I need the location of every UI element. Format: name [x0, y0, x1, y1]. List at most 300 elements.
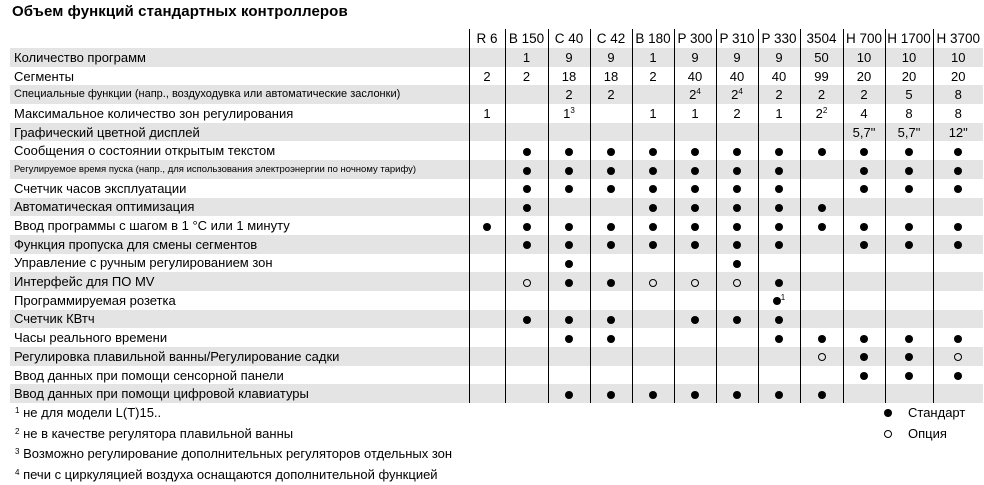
- table-cell: [933, 85, 983, 104]
- open-circle-icon: [818, 353, 826, 361]
- table-cell: [800, 366, 843, 385]
- table-cell: [590, 216, 632, 235]
- table-cell: [758, 67, 800, 86]
- filled-dot-icon: [775, 223, 783, 231]
- table-cell: [885, 310, 933, 329]
- table-row: [10, 384, 983, 403]
- table-row: [10, 179, 983, 198]
- table-cell: [548, 254, 590, 273]
- row-label: Интерфейс для ПО MV: [10, 272, 469, 291]
- table-cell: [758, 235, 800, 254]
- table-row: [10, 67, 983, 86]
- table-cell: [632, 366, 674, 385]
- filled-dot-icon: [775, 391, 783, 399]
- filled-dot-icon: [691, 185, 699, 193]
- cell-value: 10: [902, 50, 916, 65]
- table-row: [10, 104, 983, 123]
- table-cell: [632, 160, 674, 179]
- table-cell: [758, 198, 800, 217]
- table-cell: [758, 254, 800, 273]
- footnote-ref: 4: [696, 87, 700, 96]
- cell-value: 1: [483, 106, 490, 121]
- table-cell: [505, 347, 548, 366]
- table-cell: [505, 254, 548, 273]
- table-cell: [469, 347, 505, 366]
- cell-value: 2: [607, 87, 614, 102]
- table-cell: [933, 141, 983, 160]
- row-label: Регулировка плавильной ванны/Регулирование садки: [10, 347, 469, 366]
- table-cell: [758, 291, 800, 310]
- footnote-ref: 2: [823, 106, 827, 115]
- table-cell: [590, 104, 632, 123]
- cell-value: 40: [730, 69, 744, 84]
- filled-dot-icon: [733, 260, 741, 268]
- table-cell: [674, 384, 716, 403]
- header-row: [10, 29, 983, 48]
- table-cell: [885, 254, 933, 273]
- open-circle-icon: [523, 279, 531, 287]
- table-cell: [800, 67, 843, 86]
- column-header: H 3700: [933, 29, 983, 48]
- table-cell: [674, 198, 716, 217]
- table-cell: [548, 141, 590, 160]
- filled-dot-icon: [733, 316, 741, 324]
- filled-dot-icon: [649, 391, 657, 399]
- table-cell: [716, 123, 758, 142]
- filled-dot-icon: [860, 148, 868, 156]
- filled-dot-icon: [523, 148, 531, 156]
- table-cell: [469, 179, 505, 198]
- table-cell: [590, 272, 632, 291]
- legend: [880, 403, 965, 444]
- filled-dot-icon: [860, 353, 868, 361]
- footnote-number: 4: [15, 468, 19, 477]
- table-cell: [674, 366, 716, 385]
- table-row: [10, 48, 983, 67]
- open-circle-icon: [691, 279, 699, 287]
- filled-dot-icon: [607, 335, 615, 343]
- table-cell: [632, 67, 674, 86]
- cell-value: 2: [483, 69, 490, 84]
- table-row: [10, 328, 983, 347]
- cell-value: 12": [949, 125, 968, 140]
- table-cell: [800, 104, 843, 123]
- table-cell: [716, 347, 758, 366]
- cell-value: 1: [523, 50, 530, 65]
- table-cell: [548, 216, 590, 235]
- table-cell: [548, 160, 590, 179]
- table-cell: [674, 179, 716, 198]
- table-cell: [632, 291, 674, 310]
- table-cell: [716, 328, 758, 347]
- table-row: [10, 198, 983, 217]
- table-cell: [885, 179, 933, 198]
- table-cell: [843, 216, 885, 235]
- table-cell: [469, 328, 505, 347]
- table-cell: [505, 141, 548, 160]
- table-cell: [843, 347, 885, 366]
- filled-dot-icon: [954, 148, 962, 156]
- filled-dot-icon: [565, 241, 573, 249]
- table-cell: [632, 141, 674, 160]
- filled-dot-icon: [607, 223, 615, 231]
- table-cell: [469, 123, 505, 142]
- table-cell: [843, 67, 885, 86]
- table-row: [10, 291, 983, 310]
- footnote: [15, 444, 452, 465]
- table-cell: [505, 198, 548, 217]
- table-cell: [632, 254, 674, 273]
- table-cell: [674, 310, 716, 329]
- table-cell: [933, 67, 983, 86]
- table-cell: [933, 104, 983, 123]
- column-header: C 42: [590, 29, 632, 48]
- table-cell: [800, 254, 843, 273]
- table-cell: [716, 104, 758, 123]
- table-cell: [843, 310, 885, 329]
- filled-dot-icon: [884, 409, 892, 417]
- table-cell: [800, 384, 843, 403]
- filled-dot-icon: [905, 223, 913, 231]
- table-cell: [548, 347, 590, 366]
- table-cell: [885, 67, 933, 86]
- filled-dot-icon: [565, 185, 573, 193]
- table-cell: [590, 235, 632, 254]
- column-header: P 330: [758, 29, 800, 48]
- cell-value: 2: [860, 87, 867, 102]
- table-cell: [843, 85, 885, 104]
- cell-value: 2: [775, 87, 782, 102]
- table-cell: [590, 141, 632, 160]
- table-cell: [632, 347, 674, 366]
- table-cell: [674, 160, 716, 179]
- cell-value: 40: [772, 69, 786, 84]
- table-cell: [505, 235, 548, 254]
- cell-value: 10: [857, 50, 871, 65]
- footnote-ref: 1: [781, 293, 785, 302]
- table-cell: [632, 384, 674, 403]
- row-label: Часы реального времени: [10, 328, 469, 347]
- footnote: [15, 465, 452, 485]
- cell-value: 40: [688, 69, 702, 84]
- table-cell: [548, 366, 590, 385]
- table-cell: [800, 48, 843, 67]
- table-cell: [469, 384, 505, 403]
- table-row: [10, 160, 983, 179]
- table-cell: [632, 104, 674, 123]
- column-header: B 180: [632, 29, 674, 48]
- table-cell: [590, 123, 632, 142]
- table-cell: [590, 347, 632, 366]
- table-cell: [548, 123, 590, 142]
- table-cell: [885, 141, 933, 160]
- table-cell: [843, 384, 885, 403]
- column-header: H 1700: [885, 29, 933, 48]
- filled-dot-icon: [775, 167, 783, 175]
- column-header: P 300: [674, 29, 716, 48]
- row-label: Сегменты: [10, 67, 469, 86]
- filled-dot-icon: [523, 241, 531, 249]
- table-cell: [674, 328, 716, 347]
- open-circle-icon: [884, 430, 892, 438]
- table-cell: [548, 104, 590, 123]
- filled-dot-icon: [607, 167, 615, 175]
- table-cell: [758, 216, 800, 235]
- table-cell: [590, 291, 632, 310]
- cell-value: 20: [951, 69, 965, 84]
- footnote-text: не в качестве регулятора плавильной ванны: [23, 426, 293, 441]
- table-cell: [505, 179, 548, 198]
- cell-value: 18: [604, 69, 618, 84]
- table-cell: [505, 123, 548, 142]
- filled-dot-icon: [905, 148, 913, 156]
- table-cell: [716, 272, 758, 291]
- filled-dot-icon: [691, 316, 699, 324]
- filled-dot-icon: [607, 316, 615, 324]
- table-cell: [800, 235, 843, 254]
- table-cell: [548, 198, 590, 217]
- table-cell: [885, 216, 933, 235]
- cell-value: 9: [607, 50, 614, 65]
- footnote-number: 3: [15, 447, 19, 456]
- filled-dot-icon: [565, 148, 573, 156]
- table-cell: [469, 310, 505, 329]
- filled-dot-icon: [775, 241, 783, 249]
- table-cell: [548, 235, 590, 254]
- open-circle-icon: [954, 353, 962, 361]
- cell-value: 8: [955, 106, 962, 121]
- cell-value: 1: [563, 106, 570, 121]
- filled-dot-icon: [523, 185, 531, 193]
- filled-dot-icon: [733, 185, 741, 193]
- filled-dot-icon: [818, 204, 826, 212]
- table-cell: [800, 216, 843, 235]
- table-cell: [758, 48, 800, 67]
- filled-dot-icon: [775, 316, 783, 324]
- cell-value: 50: [814, 50, 828, 65]
- table-cell: [933, 179, 983, 198]
- filled-dot-icon: [733, 391, 741, 399]
- table-cell: [800, 272, 843, 291]
- table-cell: [716, 85, 758, 104]
- table-cell: [885, 347, 933, 366]
- table-cell: [505, 85, 548, 104]
- filled-dot-icon: [607, 185, 615, 193]
- table-row: [10, 123, 983, 142]
- table-cell: [716, 310, 758, 329]
- filled-dot-icon: [773, 297, 781, 305]
- table-cell: [800, 328, 843, 347]
- filled-dot-icon: [565, 391, 573, 399]
- footnote-number: 2: [15, 427, 19, 436]
- table-cell: [469, 48, 505, 67]
- table-cell: [933, 347, 983, 366]
- table-cell: [469, 235, 505, 254]
- filled-dot-icon: [818, 391, 826, 399]
- table-cell: [843, 160, 885, 179]
- header-label-cell: [10, 29, 469, 48]
- table-cell: [469, 160, 505, 179]
- table-row: [10, 85, 983, 104]
- table-cell: [469, 85, 505, 104]
- column-header: 3504: [800, 29, 843, 48]
- cell-value: 1: [649, 106, 656, 121]
- filled-dot-icon: [565, 335, 573, 343]
- cell-value: 1: [649, 50, 656, 65]
- cell-value: 9: [775, 50, 782, 65]
- cell-value: 2: [816, 106, 823, 121]
- table-cell: [632, 272, 674, 291]
- legend-option-label: Опция: [908, 424, 947, 445]
- table-row: [10, 141, 983, 160]
- table-cell: [843, 48, 885, 67]
- table-cell: [469, 216, 505, 235]
- table-cell: [505, 366, 548, 385]
- row-label: Автоматическая оптимизация: [10, 198, 469, 217]
- cell-value: 5,7": [898, 125, 921, 140]
- table-row: [10, 216, 983, 235]
- table-cell: [758, 141, 800, 160]
- row-label: Количество программ: [10, 48, 469, 67]
- table-cell: [469, 291, 505, 310]
- filled-dot-icon: [607, 279, 615, 287]
- table-cell: [632, 328, 674, 347]
- table-cell: [885, 123, 933, 142]
- table-cell: [469, 198, 505, 217]
- table-cell: [800, 141, 843, 160]
- filled-dot-icon: [818, 223, 826, 231]
- footnotes: [15, 403, 452, 485]
- table-cell: [843, 291, 885, 310]
- table-cell: [800, 310, 843, 329]
- table-cell: [885, 85, 933, 104]
- cell-value: 2: [523, 69, 530, 84]
- table-cell: [469, 366, 505, 385]
- table-cell: [800, 179, 843, 198]
- table-cell: [843, 235, 885, 254]
- table-cell: [590, 198, 632, 217]
- table-cell: [716, 291, 758, 310]
- table-cell: [590, 160, 632, 179]
- table-cell: [933, 384, 983, 403]
- row-label: Максимальное количество зон регулирования: [10, 104, 469, 123]
- cell-value: 9: [733, 50, 740, 65]
- table-cell: [758, 366, 800, 385]
- column-header: H 700: [843, 29, 885, 48]
- table-cell: [716, 366, 758, 385]
- table-cell: [933, 160, 983, 179]
- filled-dot-icon: [860, 223, 868, 231]
- filled-dot-icon: [649, 185, 657, 193]
- table-cell: [505, 216, 548, 235]
- row-label: Счетчик КВтч: [10, 310, 469, 329]
- filled-dot-icon: [565, 316, 573, 324]
- cell-value: 1: [691, 106, 698, 121]
- page-title: Объем функций стандартных контроллеров: [12, 3, 348, 20]
- table-cell: [548, 67, 590, 86]
- footnote: [15, 424, 452, 445]
- filled-dot-icon: [905, 372, 913, 380]
- filled-dot-icon: [954, 335, 962, 343]
- filled-dot-icon: [691, 241, 699, 249]
- table-cell: [548, 310, 590, 329]
- table-cell: [716, 384, 758, 403]
- table-cell: [758, 384, 800, 403]
- table-cell: [885, 272, 933, 291]
- table-cell: [843, 366, 885, 385]
- filled-dot-icon: [733, 167, 741, 175]
- table-row: [10, 235, 983, 254]
- row-label: Ввод данных при помощи сенсорной панели: [10, 366, 469, 385]
- table-cell: [548, 328, 590, 347]
- filled-dot-icon: [905, 353, 913, 361]
- table-cell: [933, 216, 983, 235]
- filled-dot-icon: [523, 204, 531, 212]
- table-cell: [590, 85, 632, 104]
- table-cell: [590, 328, 632, 347]
- table-cell: [674, 272, 716, 291]
- table-cell: [674, 216, 716, 235]
- row-label: Специальные функции (напр., воздуходувка или автоматические заслонки): [10, 85, 469, 104]
- table-cell: [716, 198, 758, 217]
- filled-dot-icon: [649, 167, 657, 175]
- table-cell: [674, 104, 716, 123]
- cell-value: 1: [775, 106, 782, 121]
- filled-dot-icon: [818, 148, 826, 156]
- table-cell: [469, 67, 505, 86]
- filled-dot-icon: [523, 223, 531, 231]
- cell-value: 9: [565, 50, 572, 65]
- cell-value: 2: [689, 87, 696, 102]
- filled-dot-icon: [860, 167, 868, 175]
- cell-value: 20: [902, 69, 916, 84]
- cell-value: 5: [905, 87, 912, 102]
- footnote-ref: 4: [738, 87, 742, 96]
- filled-dot-icon: [860, 241, 868, 249]
- table-cell: [590, 67, 632, 86]
- filled-dot-icon: [733, 148, 741, 156]
- filled-dot-icon: [954, 185, 962, 193]
- table-cell: [505, 291, 548, 310]
- cell-value: 99: [814, 69, 828, 84]
- table-cell: [548, 291, 590, 310]
- table-cell: [469, 104, 505, 123]
- filled-dot-icon: [523, 316, 531, 324]
- table-row: [10, 366, 983, 385]
- cell-value: 4: [860, 106, 867, 121]
- table-cell: [632, 123, 674, 142]
- column-header: P 310: [716, 29, 758, 48]
- filled-dot-icon: [649, 241, 657, 249]
- table-cell: [800, 291, 843, 310]
- footnote-text: не для модели L(T)15..: [23, 405, 161, 420]
- table-cell: [469, 141, 505, 160]
- table-cell: [674, 254, 716, 273]
- table-cell: [548, 48, 590, 67]
- filled-dot-icon: [733, 204, 741, 212]
- table-cell: [674, 235, 716, 254]
- cell-value: 2: [649, 69, 656, 84]
- table-cell: [632, 216, 674, 235]
- cell-value: 10: [951, 50, 965, 65]
- column-header: B 150: [505, 29, 548, 48]
- table-cell: [590, 310, 632, 329]
- table-cell: [590, 179, 632, 198]
- table-cell: [933, 328, 983, 347]
- row-label: Сообщения о состоянии открытым текстом: [10, 141, 469, 160]
- table-cell: [548, 179, 590, 198]
- filled-dot-icon: [565, 223, 573, 231]
